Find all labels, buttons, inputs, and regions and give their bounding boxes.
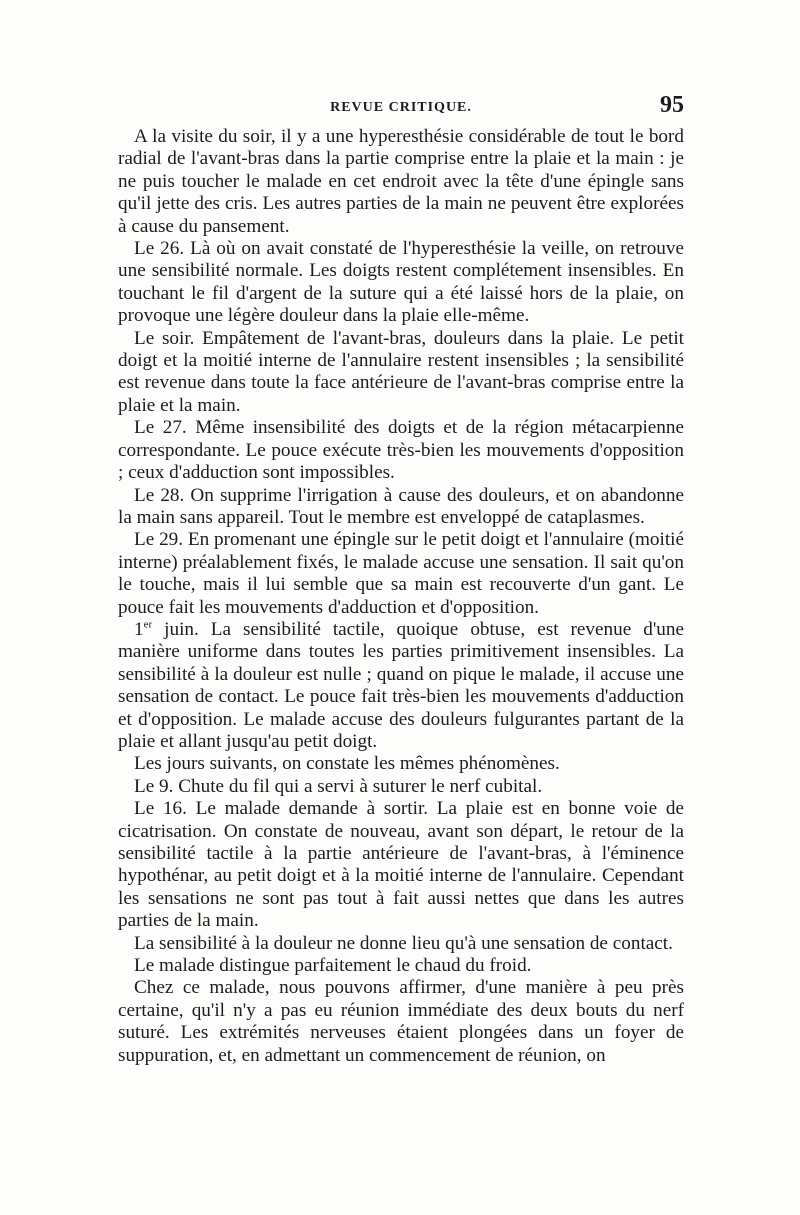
ordinal-suffix: er	[143, 618, 153, 631]
paragraph: Le 28. On supprime l'irrigation à cause des douleurs, et on abandonne la main sans appareil. Tout le membre est enveloppé de cataplasmes.	[118, 484, 684, 528]
running-title: REVUE CRITIQUE.	[330, 100, 472, 115]
body-text	[118, 126, 684, 1067]
paragraph: Le 16. Le malade demande à sortir. La plaie est en bonne voie de cicatrisation. On constate de nouveau, avant son départ, le retour de la sensibilité tactile à la partie antérieure de l'avant-bras, à l'éminence hypothénar, au petit doigt et à la moitié interne de l'annulaire. Cependant les sensations ne sont pas tout à fait aussi nettes que dans les autres parties de la main.	[118, 798, 684, 932]
paragraph: Le 9. Chute du fil qui a servi à suturer le nerf cubital.	[134, 775, 543, 797]
paragraph: Les jours suivants, on constate les mêmes phénomènes.	[134, 753, 560, 775]
paragraph: La sensibilité à la douleur ne donne lieu qu'à une sensation de contact.	[134, 932, 673, 954]
running-head	[118, 92, 684, 122]
paragraph: Le malade distingue parfaitement le chaud du froid.	[134, 955, 532, 977]
paragraph: Le 29. En promenant une épingle sur le petit doigt et l'annulaire (moitié interne) préalablement fixés, le malade accuse une sensation. Il sait qu'on le touche, mais il lui semble que sa main est recouverte d'un gant. Le pouce fait les mouvements d'adduction et d'opposition.	[118, 529, 684, 618]
paragraph: 1er juin. La sensibilité tactile, quoique obtuse, est revenue d'une manière uniforme dans toutes les parties primitivement insensibles. La sensibilité à la douleur est nulle ; quand on pique le malade, il accuse une sensation de contact. Le pouce fait très-bien les mouvements d'adduction et d'opposition. Le malade accuse des douleurs fulgurantes partant de la plaie et allant jusqu'au petit doigt.	[118, 618, 684, 752]
date-prefix: 1	[134, 618, 144, 640]
paragraph: Le soir. Empâtement de l'avant-bras, douleurs dans la plaie. Le petit doigt et la moitié interne de l'annulaire restent insensibles ; la sensibilité est revenue dans toute la face antérieure de l'avant-bras comprise entre la plaie et la main.	[118, 327, 684, 416]
paragraph: A la visite du soir, il y a une hyperesthésie considérable de tout le bord radial de l'avant-bras dans la partie comprise entre la plaie et la main : je ne puis toucher le malade en cet endroit avec la tête d'une épingle sans qu'il jette des cris. Les autres parties de la main ne peuvent être explorées à cause du pansement.	[118, 126, 684, 237]
paragraph: Le 27. Même insensibilité des doigts et de la région métacarpienne correspondante. Le pouce exécute très-bien les mouvements d'opposition ; ceux d'adduction sont impossibles.	[118, 417, 684, 484]
paragraph: Chez ce malade, nous pouvons affirmer, d'une manière à peu près certaine, qu'il n'y a pas eu réunion immédiate des deux bouts du nerf suturé. Les extrémités nerveuses étaient plongées dans un foyer de suppuration, et, en admettant un commencement de réunion, on	[118, 977, 684, 1066]
paragraph: Le 26. Là où on avait constaté de l'hyperesthésie la veille, on retrouve une sensibilité normale. Les doigts restent complétement insensibles. En touchant le fil d'argent de la suture qui a été laissé hors de la plaie, on provoque une légère douleur dans la plaie elle-même.	[118, 238, 684, 327]
page-number: 95	[660, 92, 684, 118]
